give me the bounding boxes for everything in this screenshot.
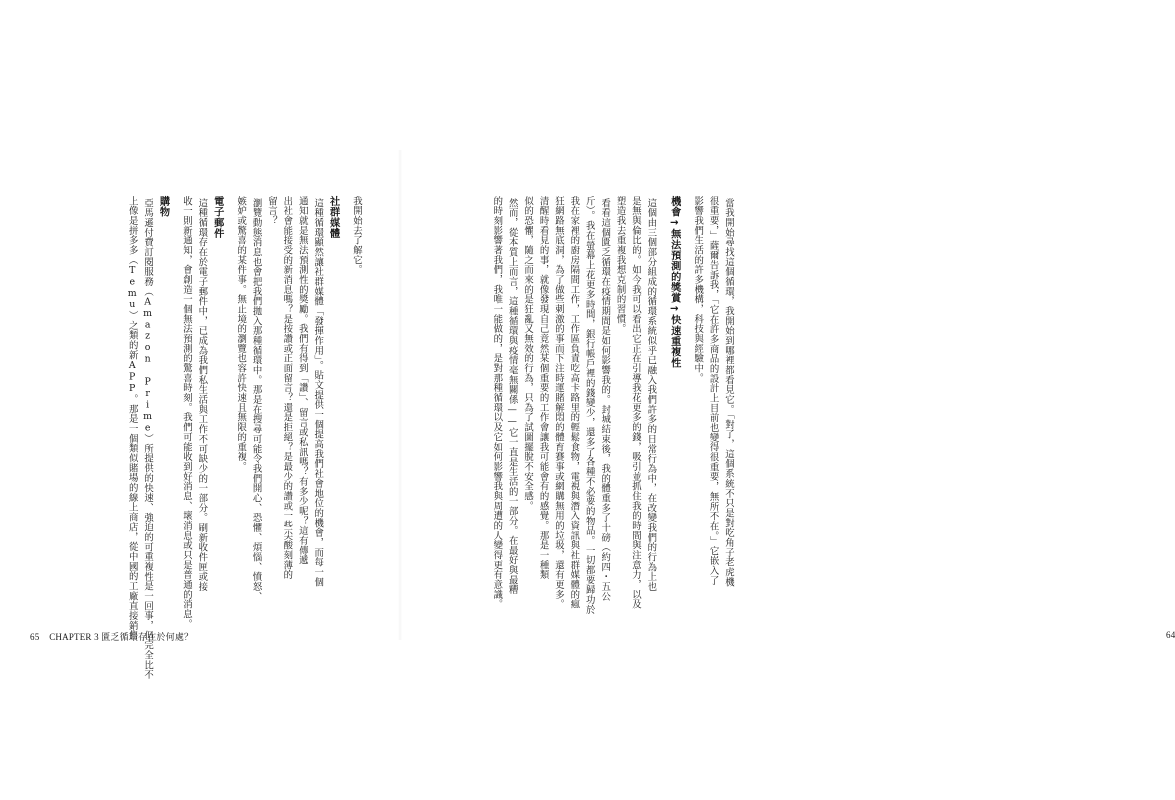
body-text-line: 通知就是無法預測性的獎勵。我們有得到「讚」、留言或私訊嗎？有多少呢？這有傳遞 xyxy=(296,196,308,566)
section-gap xyxy=(171,196,179,580)
body-text-line: 出社會能接受的新消息嗎？是按讚或正面留言？還是拒絕？是最少的讚或一些尖酸刻薄的 xyxy=(281,196,293,580)
body-text-line: 這種循環顯然讓社群媒體「發揮作用」。貼文提供一個提高我們社會地位的機會，而每一個 xyxy=(312,198,324,587)
body-text-line: 這個由三個部分組成的循環系統似乎已融入我們許多的日常行為中，在改變我們的行為上也 xyxy=(645,198,657,592)
section-heading-social-media: 社群媒體 xyxy=(327,196,339,239)
body-text-line: 是無與倫比的。如今我可以看出它正在引導我花更多的錢，吸引並抓住我的時間與注意力，以及 xyxy=(629,196,641,610)
body-text-line: 清醒時看見的事，就像發現自己竟然某個重要的工作會讓我可能會有的感覺。那是一種類 xyxy=(537,196,549,580)
body-text-line: 塑造我去重複我想克制的習慣。 xyxy=(614,196,626,334)
section-heading-loop: 機會→無法預測的獎賞→快速重複性 xyxy=(668,196,680,368)
body-text-line: 狂網路無底洞，為了做些刺激的事而下注時運賭解悶的體育賽事或網購無用的垃圾，還有更多。 xyxy=(552,196,564,610)
right-page-body xyxy=(432,196,736,615)
page-number: 64 xyxy=(1166,630,1175,640)
body-text-line: 似的恐懼，隨之而來的是狂亂又無效的行為，只為了試圖擺脫不安全感。 xyxy=(522,196,534,511)
body-text-line: 斤）。我在螢幕上花更多時間，銀行帳戶裡的錢變少，還多了各種不必要的物品。一切都要歸功於 xyxy=(583,196,595,615)
section-gap xyxy=(225,196,233,580)
left-folio xyxy=(30,630,193,643)
section-heading-email: 電子郵件 xyxy=(211,196,223,239)
body-text-line: 然而，從本質上而言，這種循環與疫情毫無關係——它一直是生活的一部分。在最好與最糟 xyxy=(506,198,518,595)
body-text-line: 收一則新通知，會創造一個無法預測的驚喜時刻。我們可能收到好消息、壞消息或只是普通的消息。 xyxy=(180,196,192,629)
body-text-line: 亞馬遜付費訂閱服務（Amazon Prime）所提供的快速、強迫的可重複性是一回事，但完全比不 xyxy=(142,198,154,680)
body-text-line: 的時刻影響著我們，我唯一能做的，是對那種循環以及它如何影響我與周遭的人變得更有意識。 xyxy=(491,196,503,610)
body-text-line: 當我開始尋找這個循環，我開始到哪裡都看見它。「對了，這個系統不只是對吃角子老虎機 xyxy=(723,198,734,587)
section-gap xyxy=(658,196,666,580)
body-text-line: 瀏覽動態消息也會把我們拋入那種循環中。那是在搜尋可能令我們開心、恐懼、煩惱、憤怒、 xyxy=(250,198,262,602)
body-text-line: 很重要，」薩爾告訴我，「它在許多商品的設計上目前也變得很重要，無所不在。」它嵌入了 xyxy=(707,196,719,586)
body-text-line: 看看這個匱乏循環在疫情期間是如何影響我的。封城結束後，我的體重多了十磅（約四・五公 xyxy=(599,198,611,602)
right-folio xyxy=(1166,630,1175,640)
body-text-line: 影響我們生活的許多機構，科技與經驗中。 xyxy=(692,196,704,383)
body-text-line: 上像是拼多多（Temu）之類的新APP。那是一個類似賭場的線上商店，從中國的工廠直接銷售 xyxy=(126,196,138,641)
section-gap xyxy=(341,196,349,580)
body-text-line: 這種循環存在於電子郵件中，已成為我們私生活與工作不可缺少的一部分。刷新收件匣或接 xyxy=(196,198,208,592)
section-heading-shopping: 購物 xyxy=(157,196,169,218)
left-page xyxy=(0,0,400,800)
body-text-line: 留言？ xyxy=(265,196,277,226)
running-head: CHAPTER 3 匱乏循環存在於何處？ xyxy=(49,632,194,642)
section-gap xyxy=(682,196,690,580)
body-text-line: 嫉妒或驚喜的某件事。無止境的瀏覽也容許快速且無限的重複。 xyxy=(235,196,247,472)
page-number: 65 xyxy=(30,632,40,642)
body-text-line: 我開始去了解它。 xyxy=(351,196,362,275)
body-text-line: 我在家裡的廚房隔間工作，工作區負責吃高卡路里的輕鬆食物，電視與潛入資訊與社群媒體的瘋 xyxy=(568,196,580,610)
